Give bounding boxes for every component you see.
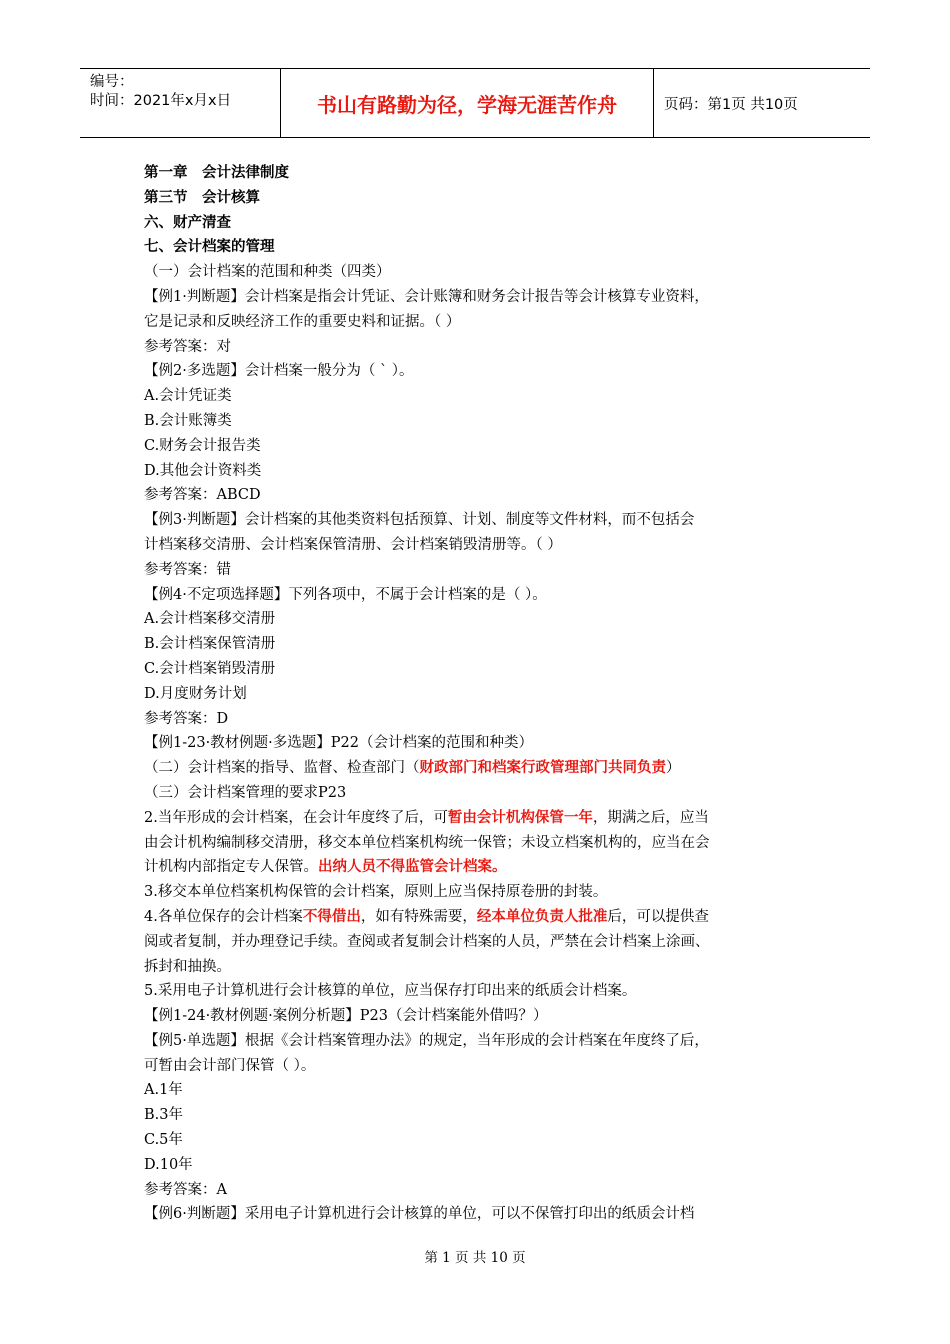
- text-line: 第三节 会计核算: [144, 189, 260, 206]
- text-line: A.会计凭证类: [144, 388, 232, 405]
- text-segment: （二）会计档案的指导、监督、检查部门（: [144, 760, 420, 777]
- text-line: C.5年: [144, 1132, 183, 1149]
- page-footer: 第 1 页 共 10 页: [424, 1250, 526, 1266]
- text-line: A.会计档案移交清册: [144, 611, 276, 628]
- page-header: [80, 68, 870, 138]
- text-line: 【例2·多选题】会计档案一般分为（ ` ）。: [144, 363, 414, 380]
- text-line: [144, 806, 814, 831]
- text-segment: 2.当年形成的会计档案，在会计年度终了后，可: [144, 809, 448, 826]
- text-segment: ，如有特殊需要，: [360, 908, 477, 925]
- text-line: D.月度财务计划: [144, 685, 247, 702]
- text-line: 计档案移交清册、会计档案保管清册、会计档案销毁清册等。（ ）: [144, 536, 562, 553]
- text-line: 【例1-23·教材例题·多选题】P22（会计档案的范围和种类）: [144, 735, 533, 752]
- highlight-text: 出纳人员不得监管会计档案。: [318, 858, 507, 876]
- text-segment: 4.各单位保存的会计档案: [144, 908, 303, 925]
- text-line: 参考答案：错: [144, 561, 231, 578]
- text-line: [144, 756, 814, 781]
- text-line: （一）会计档案的范围和种类（四类）: [144, 264, 391, 281]
- highlight-text: 不得借出: [302, 907, 361, 925]
- text-segment: ，期满之后，应当: [592, 809, 709, 826]
- text-line: 第一章 会计法律制度: [144, 165, 289, 181]
- document-body: [144, 161, 814, 1227]
- text-line: 它是记录和反映经济工作的重要史料和证据。（ ）: [144, 313, 461, 330]
- text-line: 5.采用电子计算机进行会计核算的单位，应当保存打印出来的纸质会计档案。: [144, 983, 637, 1000]
- text-line: 【例3·判断题】会计档案的其他类资料包括预算、计划、制度等文件材料，而不包括会: [144, 512, 695, 529]
- text-line: 【例4·不定项选择题】下列各项中，不属于会计档案的是（ ）。: [144, 586, 547, 603]
- text-line: 【例1-24·教材例题·案例分析题】P23（会计档案能外借吗？）: [144, 1008, 548, 1025]
- text-line: 参考答案：对: [144, 338, 231, 355]
- text-segment: 计机构内部指定专人保管。: [144, 859, 318, 876]
- date-label: 时间：2021年x月x日: [90, 93, 232, 109]
- text-line: [144, 855, 814, 880]
- text-segment: ）: [666, 760, 681, 777]
- text-line: 七、会计档案的管理: [144, 239, 275, 256]
- header-motto: 书山有路勤为径，学海无涯苦作舟: [281, 69, 654, 137]
- text-line: 六、财产清查: [144, 214, 231, 231]
- header-meta: [80, 69, 281, 137]
- text-line: 【例5·单选题】根据《会计档案管理办法》的规定，当年形成的会计档案在年度终了后，: [144, 1032, 709, 1049]
- text-line: 阅或者复制，并办理登记手续。查阅或者复制会计档案的人员，严禁在会计档案上涂画、: [144, 933, 710, 950]
- text-line: [144, 905, 814, 930]
- highlight-text: 经本单位负责人批准: [476, 907, 608, 925]
- text-line: C.会计档案销毁清册: [144, 660, 276, 677]
- text-line: 【例1·判断题】会计档案是指会计凭证、会计账簿和财务会计报告等会计核算专业资料，: [144, 288, 709, 305]
- text-line: 参考答案：ABCD: [144, 487, 261, 504]
- page-number-label: 页码：第1页 共10页: [664, 96, 798, 113]
- text-line: D.其他会计资料类: [144, 462, 262, 479]
- text-line: 由会计机构编制移交清册，移交本单位档案机构统一保管；未设立档案机构的，应当在会: [144, 834, 710, 851]
- text-line: 3.移交本单位档案机构保管的会计档案，原则上应当保持原卷册的封装。: [144, 884, 608, 901]
- text-line: C.财务会计报告类: [144, 437, 261, 454]
- text-line: B.3年: [144, 1107, 183, 1124]
- text-line: D.10年: [144, 1156, 193, 1173]
- text-line: 参考答案：D: [144, 710, 229, 727]
- text-line: 可暂由会计部门保管（ ）。: [144, 1057, 316, 1074]
- highlight-text: 暂由会计机构保管一年: [447, 808, 593, 826]
- text-line: A.1年: [144, 1082, 183, 1099]
- text-line: B.会计档案保管清册: [144, 636, 276, 653]
- text-line: 拆封和抽换。: [144, 958, 231, 975]
- text-line: B.会计账簿类: [144, 412, 232, 429]
- text-line: （三）会计档案管理的要求P23: [144, 784, 347, 801]
- text-line: 【例6·判断题】采用电子计算机进行会计核算的单位，可以不保管打印出的纸质会计档: [144, 1206, 695, 1223]
- text-line: 参考答案：A: [144, 1181, 227, 1198]
- text-segment: 后，可以提供查: [607, 908, 709, 925]
- highlight-text: 财政部门和档案行政管理部门共同负责: [419, 759, 666, 777]
- number-label: 编号：: [90, 74, 134, 90]
